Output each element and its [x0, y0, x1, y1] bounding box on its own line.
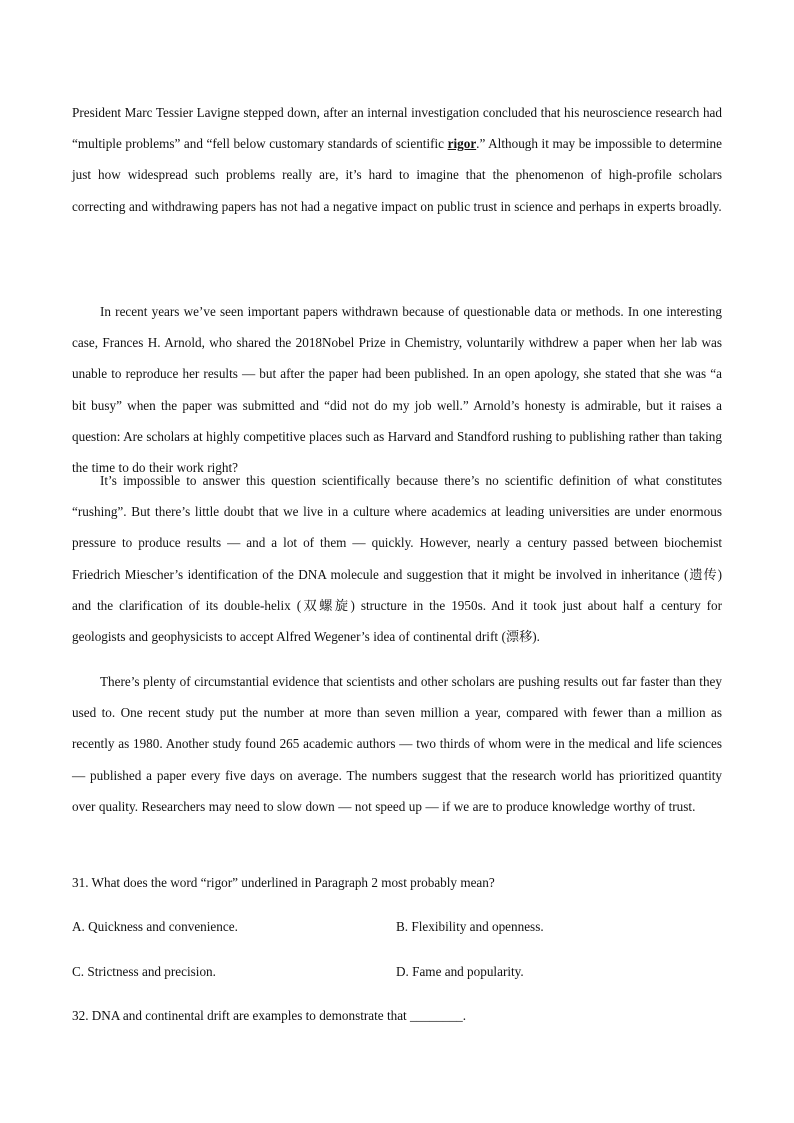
passage-paragraph-1 — [72, 97, 722, 222]
question-31-prompt: 31. What does the word “rigor” underlined in Paragraph 2 most probably mean? — [72, 875, 495, 890]
question-31-option-d: D. Fame and popularity. — [396, 964, 524, 979]
paragraph-1-text-end: .” Although it may be impossible to determine just how widespread such problems really are, it’s hard to imagine that the phenomenon of high-profile scholars correcting and withdrawing papers has not had a negative impact on public trust in science and perhaps in experts broadly. — [72, 136, 722, 214]
underlined-keyword: rigor — [447, 136, 477, 152]
passage-paragraph-4: There’s plenty of circumstantial evidence that scientists and other scholars are pushing results out far faster than they used to. One recent study put the number at more than seven million a year, compared with fewer than a million as recently as 1980. Another study found 265 academic authors — two thirds of whom were in the medical and life sciences — published a paper every five days on average. The numbers suggest that the research world has prioritized quantity over quality. Researchers may need to slow down — not speed up — if we are to produce knowledge worthy of trust. — [72, 674, 722, 814]
passage-paragraph-2: In recent years we’ve seen important papers withdrawn because of questionable data or methods. In one interesting case, Frances H. Arnold, who shared the 2018Nobel Prize in Chemistry, voluntarily withdrew a paper when her lab was unable to reproduce her results — but after the paper had been published. In an open apology, she stated that she was “a bit busy” when the paper was submitted and “did not do my job well.” Arnold’s honesty is admirable, but it raises a question: Are scholars at highly competitive places such as Harvard and Standford rushing to publishing rather than taking the time to do their work right? — [72, 304, 722, 476]
paragraph-1-text-start: President Marc Tessier Lavigne stepped down, after an internal investigation concluded that his neuroscience research had “multiple problems” and “fell below customary standards of scientific — [72, 105, 722, 152]
passage-paragraph-3: It’s impossible to answer this question scientifically because there’s no scientific definition of what constitutes “rushing”. But there’s little doubt that we live in a culture where academics at leading universities are under enormous pressure to produce results — and a lot of them — quickly. However, nearly a century passed between biochemist Friedrich Miescher’s identification of the DNA molecule and suggestion that it might be involved in inheritance (遗传) and the clarification of its double-helix (双螺旋) structure in the 1950s. And it took just about half a century for geologists and geophysicists to accept Alfred Wegener’s idea of continental drift (漂移). — [72, 473, 722, 645]
question-31-option-b: B. Flexibility and openness. — [396, 919, 544, 934]
question-31-option-a: A. Quickness and convenience. — [72, 919, 238, 934]
question-31-option-c: C. Strictness and precision. — [72, 964, 216, 979]
question-32-prompt: 32. DNA and continental drift are examples to demonstrate that ________. — [72, 1008, 467, 1023]
